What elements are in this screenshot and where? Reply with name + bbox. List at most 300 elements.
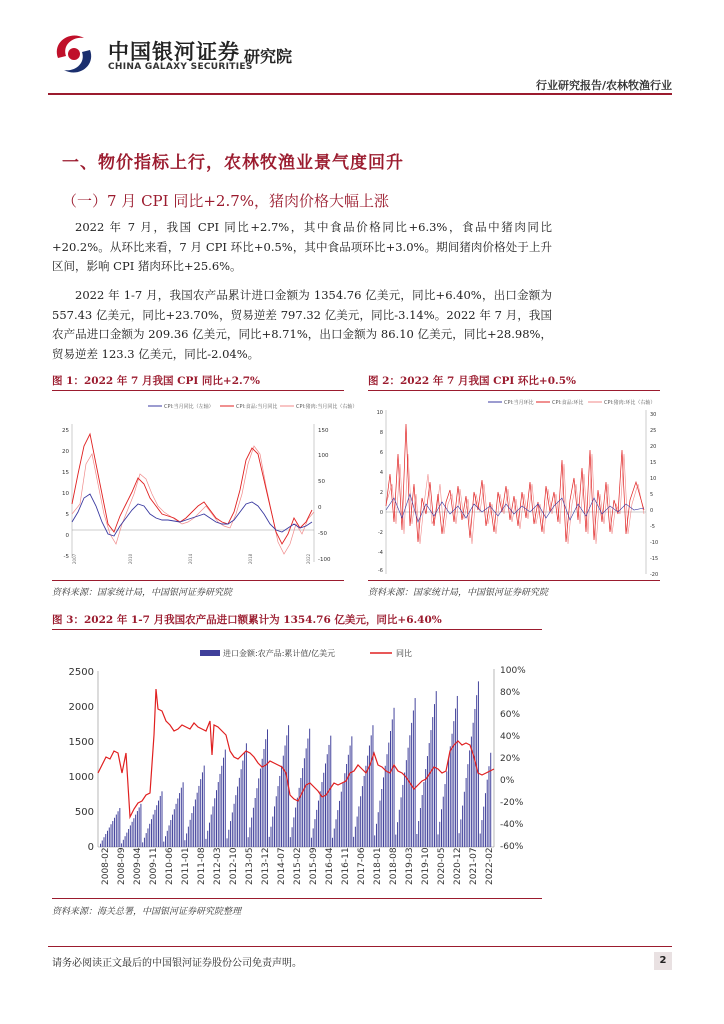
fig3-bars	[100, 681, 491, 847]
fig2-left-tick: 2	[379, 490, 383, 496]
fig3-bar	[353, 837, 354, 847]
fig1-left-tick: 15	[62, 470, 69, 476]
fig2-chart	[368, 394, 660, 578]
fig3-bar	[439, 822, 440, 847]
fig3-bar	[332, 838, 333, 847]
fig3-bar	[184, 840, 185, 847]
fig3-bar	[263, 749, 264, 847]
fig3-bar	[460, 819, 461, 847]
fig3-bar	[204, 766, 205, 847]
fig3-bar	[177, 798, 178, 847]
fig1-right-tick: 150	[318, 428, 329, 434]
fig3-bar	[286, 735, 287, 847]
fig3-bar	[272, 817, 273, 847]
fig3-x-tick: 2018-01	[373, 847, 383, 885]
fig3-bar	[128, 829, 129, 847]
fig3-bar	[230, 821, 231, 847]
fig3-right-tick: 80%	[500, 688, 521, 698]
fig3-x-tick: 2021-07	[469, 847, 479, 885]
fig1-x-axis	[72, 553, 311, 564]
fig3-bar	[118, 811, 119, 847]
fig3-rule	[52, 629, 542, 630]
fig1-legend-1: CPI:当月同比（左轴）	[164, 404, 214, 410]
fig2-right-tick: 20	[650, 444, 657, 450]
fig1-left-tick: -5	[63, 554, 69, 560]
fig3-bar	[357, 817, 358, 847]
fig3-x-tick: 2020-12	[453, 847, 463, 885]
fig2-left-tick: 8	[379, 430, 383, 436]
fig3-bar	[467, 764, 468, 847]
brand-name-en: CHINA GALAXY SECURITIES	[108, 62, 253, 72]
fig3-bar	[295, 808, 296, 847]
fig3-x-tick: 2008-09	[117, 847, 127, 885]
fig3-chart	[52, 633, 542, 895]
fig2-source: 资料来源：国家统计局，中国银河证券研究院	[368, 588, 549, 598]
fig3-bar	[339, 801, 340, 847]
fig3-bar	[416, 834, 417, 847]
fig3-x-tick: 2015-02	[293, 847, 303, 885]
fig3-bar	[197, 793, 198, 847]
fig3-bar	[281, 766, 282, 847]
fig3-bar	[327, 754, 328, 847]
fig3-bar	[362, 786, 363, 847]
fig3-bar	[441, 809, 442, 847]
fig3-x-tick: 2013-12	[261, 847, 271, 885]
fig3-right-tick: -60%	[500, 842, 524, 852]
fig1-x-tick: 2018	[248, 553, 253, 564]
fig3-bar	[112, 821, 113, 847]
brand-name-cn: 中国银河证券	[108, 40, 240, 64]
fig3-bar	[165, 836, 166, 847]
fig3-bar	[269, 837, 270, 847]
fig3-bar	[313, 828, 314, 847]
fig3-x-tick: 2016-04	[325, 847, 335, 885]
fig3-bar	[364, 776, 365, 847]
fig3-bar	[481, 820, 482, 847]
fig3-right-tick: 60%	[500, 710, 521, 720]
fig3-bar	[109, 828, 110, 847]
fig3-bar	[309, 729, 310, 847]
fig1-line-cpi	[72, 494, 312, 536]
fig3-bar	[446, 771, 447, 847]
fig3-bar	[158, 801, 159, 847]
header-divider	[48, 93, 672, 95]
fig2-right-tick: -5	[650, 524, 655, 530]
fig3-bar	[125, 836, 126, 847]
fig2-right-tick: 25	[650, 428, 657, 434]
paragraph-cpi	[52, 218, 552, 277]
fig3-bar	[401, 797, 402, 847]
page-number: 2	[654, 952, 672, 970]
fig3-bar	[376, 824, 377, 847]
fig3-bar	[423, 782, 424, 847]
fig3-bar	[102, 841, 103, 848]
fig3-x-tick: 2010-06	[165, 847, 175, 885]
fig3-bottom-rule	[52, 898, 542, 899]
fig2-right-tick: -15	[650, 556, 659, 562]
fig3-bar	[341, 792, 342, 847]
fig2-right-tick: -20	[650, 572, 659, 578]
fig3-bar	[469, 750, 470, 847]
fig3-bar	[223, 758, 224, 847]
fig3-bar	[234, 804, 235, 847]
fig3-bar	[107, 831, 108, 847]
fig3-bar	[325, 763, 326, 847]
fig3-x-tick: 2014-07	[277, 847, 287, 885]
fig2-legend-1: CPI:当月环比	[504, 400, 534, 406]
fig3-bar	[387, 754, 388, 847]
fig3-bar	[169, 825, 170, 847]
fig3-bar	[191, 813, 192, 847]
fig1-right-tick: -100	[318, 557, 331, 563]
fig3-bar	[274, 806, 275, 847]
fig3-bar	[255, 798, 256, 847]
fig3-x-tick: 2009-11	[149, 847, 159, 885]
fig3-bar	[104, 837, 105, 847]
fig3-bar	[299, 788, 300, 847]
fig3-bar	[321, 782, 322, 847]
fig3-x-tick: 2022-02	[485, 847, 495, 885]
fig3-bar	[402, 785, 403, 847]
fig3-bar	[251, 818, 252, 847]
fig3-bar	[126, 833, 127, 847]
fig3-bar	[154, 810, 155, 847]
fig3-title: 图 3：2022 年 1-7 月我国农产品进口额累计为 1354.76 亿美元，同比+6.40%	[52, 614, 442, 626]
fig3-bar	[279, 776, 280, 847]
fig3-bar	[137, 811, 138, 847]
fig3-bar	[105, 834, 106, 847]
fig3-bar	[149, 824, 150, 847]
fig3-bar	[371, 735, 372, 847]
fig3-bar	[346, 764, 347, 847]
fig3-bar	[146, 833, 147, 847]
fig3-bar	[302, 768, 303, 847]
fig3-bar	[297, 798, 298, 847]
fig1-left-tick: 25	[62, 428, 69, 434]
paragraph-trade	[52, 286, 552, 364]
fig3-bar	[330, 736, 331, 847]
fig3-bar	[121, 843, 122, 847]
fig3-bar	[438, 834, 439, 847]
fig3-bar	[139, 807, 140, 847]
fig3-bar	[216, 790, 217, 847]
fig3-bar	[358, 806, 359, 847]
fig3-bar	[278, 786, 279, 847]
fig3-right-tick: -20%	[500, 798, 524, 808]
fig1-legend-2: CPI:食品:当月同比	[236, 404, 278, 410]
fig3-bar	[172, 815, 173, 847]
fig1-right-tick: -50	[318, 531, 327, 537]
fig3-right-tick: -40%	[500, 820, 524, 830]
paragraph-text: 2022 年 1-7 月，我国农产品累计进口金额为 1354.76 亿美元，同比+6.40%，出口金额为 557.43 亿美元，同比+23.70%，贸易逆差 797.32 亿美元，同比-3.14%。2022 年 7 月，我国农产品进口金额为 209.36 亿美元，同比+8.71%，出口金额为 86.10 亿美元，同比+28.98%，贸易逆差 123.3 亿美元，同比-2.04%。	[52, 288, 552, 361]
fig3-bar	[455, 709, 456, 847]
fig3-bar	[337, 810, 338, 847]
fig3-bar	[142, 842, 143, 847]
fig3-bar	[483, 807, 484, 847]
fig3-bar	[388, 743, 389, 847]
fig3-bar	[111, 824, 112, 847]
fig2-rule	[368, 390, 660, 391]
fig2-line-food	[386, 424, 644, 542]
fig3-bar	[316, 810, 317, 847]
fig3-bar	[343, 782, 344, 847]
fig3-bar	[144, 838, 145, 847]
fig3-bar	[293, 817, 294, 847]
fig3-bar	[487, 780, 488, 847]
fig3-bar	[162, 791, 163, 847]
fig2-left-tick: 4	[379, 470, 383, 476]
fig3-x-tick: 2011-08	[197, 847, 207, 885]
fig3-bar	[232, 812, 233, 847]
section-subheading: （一）7 月 CPI 同比+2.7%，猪肉价格大幅上涨	[62, 192, 390, 210]
fig3-bar	[170, 820, 171, 847]
fig3-bar	[228, 830, 229, 847]
footer-disclaimer: 请务必阅读正文最后的中国银河证券股份公司免责声明。	[52, 958, 302, 969]
fig3-bar	[253, 808, 254, 847]
fig3-bar	[130, 825, 131, 847]
fig1-title: 图 1：2022 年 7 月我国 CPI 同比+2.7%	[52, 375, 260, 387]
fig3-bar	[380, 801, 381, 847]
fig3-bar	[427, 756, 428, 847]
fig1-bottom-rule	[52, 580, 344, 581]
fig3-x-tick: 2020-05	[437, 847, 447, 885]
fig3-bar	[133, 818, 134, 847]
fig3-bar	[176, 804, 177, 847]
fig3-x-tick: 2017-06	[357, 847, 367, 885]
fig3-bar	[350, 746, 351, 847]
fig3-bar	[244, 752, 245, 847]
fig3-legend-bar: 进口金额:农产品:累计值/亿美元	[223, 649, 336, 658]
fig1-right-tick: 100	[318, 453, 329, 459]
fig3-bar	[432, 717, 433, 847]
fig3-bar	[443, 797, 444, 847]
fig3-bar	[408, 748, 409, 847]
fig3-bar	[404, 773, 405, 847]
fig1-chart	[52, 394, 358, 578]
fig3-bar	[413, 710, 414, 847]
fig3-bar	[448, 759, 449, 847]
fig3-bar	[474, 709, 475, 847]
fig2-right-tick: 10	[650, 476, 657, 482]
fig2-legend-3: CPI:猪肉:环比（右轴）	[604, 400, 656, 406]
fig3-x-tick: 2013-05	[245, 847, 255, 885]
fig3-bar	[248, 837, 249, 847]
fig3-bar	[436, 691, 437, 847]
galaxy-logo-icon	[48, 28, 100, 80]
paragraph-text: 2022 年 7 月，我国 CPI 同比+2.7%，其中食品价格同比+6.3%，食品中猪肉同比+20.2%。从环比来看，7 月 CPI 环比+0.5%，其中食品项环比+3.0%。期间猪肉价格处于上升区间，影响 CPI 猪肉环比+25.6%。	[52, 220, 552, 273]
fig3-left-tick: 1500	[68, 737, 94, 748]
fig3-right-tick: 0%	[500, 776, 515, 786]
fig2-left-tick: -4	[378, 550, 383, 556]
fig3-bar	[265, 739, 266, 847]
fig3-bar	[434, 704, 435, 847]
fig3-bar	[213, 806, 214, 847]
fig1-rule	[52, 390, 344, 391]
fig3-bar	[151, 819, 152, 847]
fig3-bar	[292, 827, 293, 847]
fig3-bar	[378, 812, 379, 847]
fig3-bar	[211, 815, 212, 847]
fig3-bar	[466, 778, 467, 847]
fig3-bar	[334, 829, 335, 847]
fig3-bar	[445, 784, 446, 847]
fig3-bar	[372, 725, 373, 847]
fig3-bar	[420, 808, 421, 847]
fig1-left-tick: 10	[62, 491, 69, 497]
fig3-x-axis	[101, 847, 495, 885]
fig3-left-tick: 2500	[68, 667, 94, 678]
fig3-bar	[355, 827, 356, 847]
fig3-bar	[235, 795, 236, 847]
fig3-bar	[462, 806, 463, 847]
fig3-bar	[218, 782, 219, 847]
fig3-bar	[306, 748, 307, 847]
fig3-x-tick: 2011-01	[181, 847, 191, 885]
fig2-right-tick: 30	[650, 412, 657, 418]
fig3-left-tick: 500	[74, 807, 94, 818]
fig3-bar	[241, 769, 242, 847]
fig3-bar	[260, 769, 261, 847]
fig3-bar	[471, 737, 472, 847]
fig3-legend-line: 同比	[396, 649, 412, 658]
fig3-bar	[271, 827, 272, 847]
fig3-bar	[267, 729, 268, 847]
fig3-bar	[116, 815, 117, 847]
fig2-left-tick: -6	[378, 568, 383, 574]
fig3-bar	[314, 819, 315, 847]
fig3-left-tick: 0	[87, 842, 94, 853]
fig3-bar	[209, 823, 210, 847]
fig3-bar	[214, 798, 215, 847]
fig3-x-tick: 2008-02	[101, 847, 111, 885]
fig3-right-tick: 100%	[500, 666, 526, 676]
fig3-bar	[383, 777, 384, 847]
fig3-bar	[163, 842, 164, 847]
fig3-bar	[395, 835, 396, 847]
fig3-bar	[239, 778, 240, 847]
fig3-bar	[237, 787, 238, 847]
report-tag: 行业研究报告/农林牧渔行业	[535, 79, 672, 92]
fig3-x-tick: 2012-10	[229, 847, 239, 885]
fig1-line-pork	[72, 446, 314, 554]
fig3-bar	[221, 766, 222, 847]
fig2-right-tick: 0	[650, 508, 654, 514]
fig1-left-tick: 0	[65, 533, 69, 539]
fig3-bar	[276, 796, 277, 847]
fig3-bar	[344, 773, 345, 847]
fig1-x-tick: 2007	[72, 553, 77, 564]
fig3-right-tick: 20%	[500, 754, 521, 764]
fig3-bar	[397, 822, 398, 847]
fig3-bar	[123, 840, 124, 847]
fig3-bar	[190, 820, 191, 847]
fig3-bar	[390, 731, 391, 847]
fig3-bar	[480, 834, 481, 847]
fig3-left-tick: 2000	[68, 702, 94, 713]
fig3-bar	[119, 808, 120, 847]
fig2-line-pork	[386, 454, 644, 544]
fig3-bar	[453, 721, 454, 847]
fig3-bar	[329, 745, 330, 847]
fig3-bar	[351, 736, 352, 847]
fig2-left-tick: 6	[379, 450, 383, 456]
fig3-bar	[258, 778, 259, 847]
fig3-bar	[160, 796, 161, 847]
fig3-bar	[473, 723, 474, 847]
fig1-x-tick: 2014	[188, 553, 193, 564]
fig3-bar	[132, 822, 133, 847]
fig3-bar	[336, 819, 337, 847]
fig3-bar	[156, 805, 157, 847]
fig3-bar	[459, 833, 460, 847]
fig3-bar	[188, 827, 189, 847]
fig3-bar	[307, 739, 308, 847]
fig3-bar	[415, 698, 416, 847]
fig3-x-tick: 2015-09	[309, 847, 319, 885]
fig3-left-tick: 1000	[68, 772, 94, 783]
fig3-bar	[198, 786, 199, 847]
fig3-bar	[369, 746, 370, 848]
fig3-bar	[262, 759, 263, 847]
fig2-left-tick: 10	[376, 410, 383, 416]
fig3-bar	[205, 839, 206, 847]
fig3-bar	[348, 755, 349, 847]
fig3-bar	[246, 743, 247, 847]
fig3-x-tick: 2012-03	[213, 847, 223, 885]
fig2-bottom-rule	[368, 580, 660, 581]
fig1-right-tick: 50	[318, 479, 325, 485]
fig3-bar	[399, 810, 400, 847]
fig3-bar	[181, 788, 182, 847]
fig3-bar	[207, 831, 208, 847]
fig3-bar	[318, 801, 319, 847]
fig3-bar	[394, 708, 395, 847]
fig3-bar	[227, 838, 228, 847]
fig3-bar	[193, 806, 194, 847]
fig3-bar	[360, 796, 361, 847]
fig3-bar	[320, 791, 321, 847]
fig3-source: 资料来源：海关总署，中国银河证券研究院整理	[52, 907, 242, 917]
fig3-x-tick: 2019-03	[405, 847, 415, 885]
fig1-left-tick: 5	[65, 512, 69, 518]
fig3-bar	[450, 746, 451, 847]
fig3-bar	[365, 766, 366, 847]
section-heading: 一、物价指标上行，农林牧渔业景气度回升	[62, 153, 404, 173]
fig1-source: 资料来源：国家统计局，中国银河证券研究院	[52, 588, 233, 598]
fig3-bar	[425, 769, 426, 847]
fig3-bar	[485, 793, 486, 847]
fig1-legend-3: CPI:猪肉:当月同比（右轴）	[296, 404, 358, 410]
fig3-bar	[140, 804, 141, 847]
fig3-x-tick: 2016-11	[341, 847, 351, 885]
fig3-bar	[392, 719, 393, 847]
fig2-left-tick: -2	[378, 530, 383, 536]
fig3-bar	[114, 818, 115, 847]
fig3-bar	[300, 778, 301, 847]
fig3-bar	[490, 753, 491, 847]
fig2-legend-2: CPI:食品:环比	[552, 400, 584, 406]
fig3-bar	[452, 734, 453, 847]
fig2-right-tick: 15	[650, 460, 657, 466]
fig3-bar	[285, 746, 286, 848]
fig2-left-tick: 0	[379, 510, 383, 516]
fig1-x-tick: 2010	[128, 553, 133, 564]
fig3-bar	[100, 844, 101, 847]
fig3-bar	[478, 681, 479, 847]
fig3-bar	[323, 773, 324, 847]
fig1-x-tick: 2022	[306, 553, 311, 564]
fig3-bar	[409, 735, 410, 847]
